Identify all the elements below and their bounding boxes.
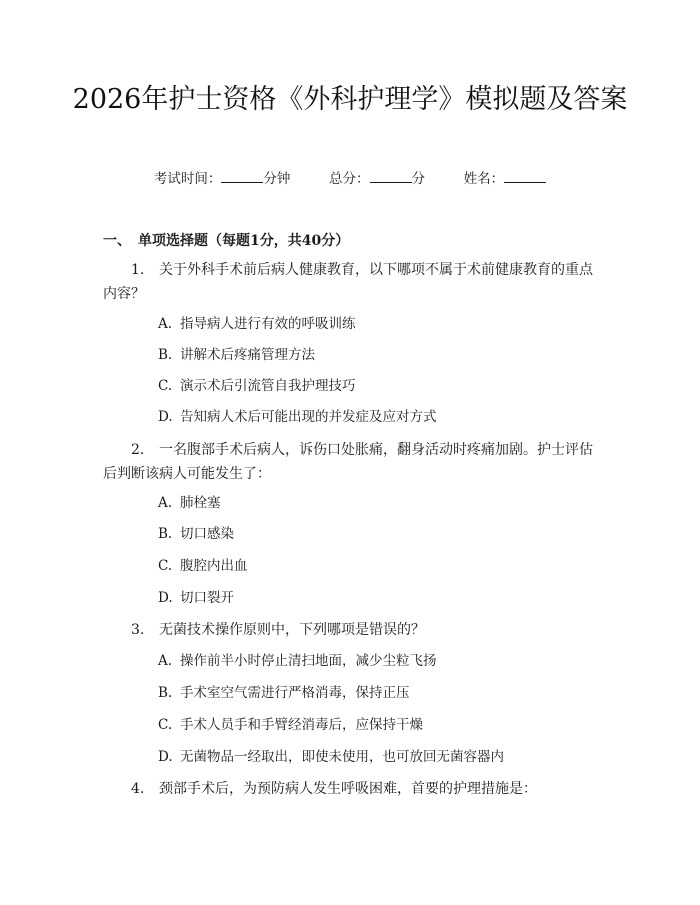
option-text: 切口裂开 bbox=[180, 590, 234, 606]
section-title: 单项选择题（每题1分，共40分） bbox=[138, 233, 350, 249]
question-1-option-b[interactable] bbox=[158, 346, 315, 364]
option-letter: C. bbox=[158, 558, 173, 574]
option-text: 无菌物品一经取出，即使未使用，也可放回无菌容器内 bbox=[180, 749, 504, 765]
option-text: 指导病人进行有效的呼吸训练 bbox=[180, 316, 356, 332]
exam-time-blank[interactable] bbox=[221, 170, 263, 183]
question-text: 无菌技术操作原则中，下列哪项是错误的？ bbox=[159, 622, 425, 638]
question-3 bbox=[103, 618, 598, 642]
question-2-option-c[interactable] bbox=[158, 557, 248, 575]
option-text: 操作前半小时停止清扫地面，减少尘粒飞扬 bbox=[180, 653, 437, 669]
option-text: 手术人员手和手臂经消毒后，应保持干燥 bbox=[180, 717, 423, 733]
option-text: 告知病人术后可能出现的并发症及应对方式 bbox=[180, 409, 437, 425]
question-2-option-b[interactable] bbox=[158, 525, 234, 543]
question-3-option-c[interactable] bbox=[158, 716, 423, 734]
exam-info-line bbox=[0, 170, 700, 188]
question-4 bbox=[103, 777, 598, 801]
total-score-label: 总分： bbox=[329, 171, 370, 187]
question-1-option-c[interactable] bbox=[158, 377, 356, 395]
question-2 bbox=[103, 438, 598, 486]
option-letter: D. bbox=[158, 749, 173, 765]
exam-time-unit: 分钟 bbox=[263, 171, 291, 187]
option-text: 切口感染 bbox=[180, 526, 234, 542]
question-2-option-d[interactable] bbox=[158, 589, 234, 607]
question-text: 颈部手术后，为预防病人发生呼吸困难，首要的护理措施是： bbox=[159, 781, 537, 797]
question-number: 1. bbox=[131, 262, 145, 278]
question-text: 关于外科手术前后病人健康教育，以下哪项不属于术前健康教育的重点内容？ bbox=[103, 262, 593, 302]
option-letter: C. bbox=[158, 717, 173, 733]
question-3-option-b[interactable] bbox=[158, 684, 410, 702]
exam-time-field bbox=[154, 170, 291, 188]
option-letter: A. bbox=[158, 653, 173, 669]
name-label: 姓名： bbox=[463, 171, 505, 187]
question-1 bbox=[103, 258, 598, 306]
option-letter: B. bbox=[158, 347, 173, 363]
option-letter: C. bbox=[158, 378, 173, 394]
question-3-option-a[interactable] bbox=[158, 652, 437, 670]
option-text: 肺栓塞 bbox=[180, 495, 221, 511]
total-score-field bbox=[329, 170, 425, 188]
question-number: 2. bbox=[131, 442, 145, 458]
question-1-option-d[interactable] bbox=[158, 408, 437, 426]
name-field bbox=[464, 170, 547, 188]
option-text: 手术室空气需进行严格消毒，保持正压 bbox=[180, 685, 410, 701]
option-letter: D. bbox=[158, 409, 173, 425]
question-text: 一名腹部手术后病人，诉伤口处胀痛，翻身活动时疼痛加剧。护士评估后判断该病人可能发生了： bbox=[103, 442, 593, 482]
total-score-unit: 分 bbox=[411, 171, 425, 187]
option-text: 演示术后引流管自我护理技巧 bbox=[180, 378, 356, 394]
section-number: 一、 bbox=[103, 233, 131, 249]
question-3-option-d[interactable] bbox=[158, 748, 504, 766]
option-text: 腹腔内出血 bbox=[180, 558, 248, 574]
option-letter: A. bbox=[158, 495, 173, 511]
question-2-option-a[interactable] bbox=[158, 494, 221, 512]
exam-time-label: 考试时间： bbox=[153, 171, 222, 187]
option-letter: A. bbox=[158, 316, 173, 332]
question-number: 4. bbox=[131, 781, 145, 797]
total-score-blank[interactable] bbox=[370, 170, 412, 183]
option-letter: D. bbox=[158, 590, 173, 606]
option-text: 讲解术后疼痛管理方法 bbox=[180, 347, 315, 363]
option-letter: B. bbox=[158, 526, 173, 542]
name-blank[interactable] bbox=[504, 170, 546, 183]
section-heading bbox=[103, 230, 349, 250]
question-1-option-a[interactable] bbox=[158, 315, 356, 333]
option-letter: B. bbox=[158, 685, 173, 701]
document-title: 2026年护士资格《外科护理学》模拟题及答案 bbox=[72, 84, 628, 115]
question-number: 3. bbox=[131, 622, 145, 638]
